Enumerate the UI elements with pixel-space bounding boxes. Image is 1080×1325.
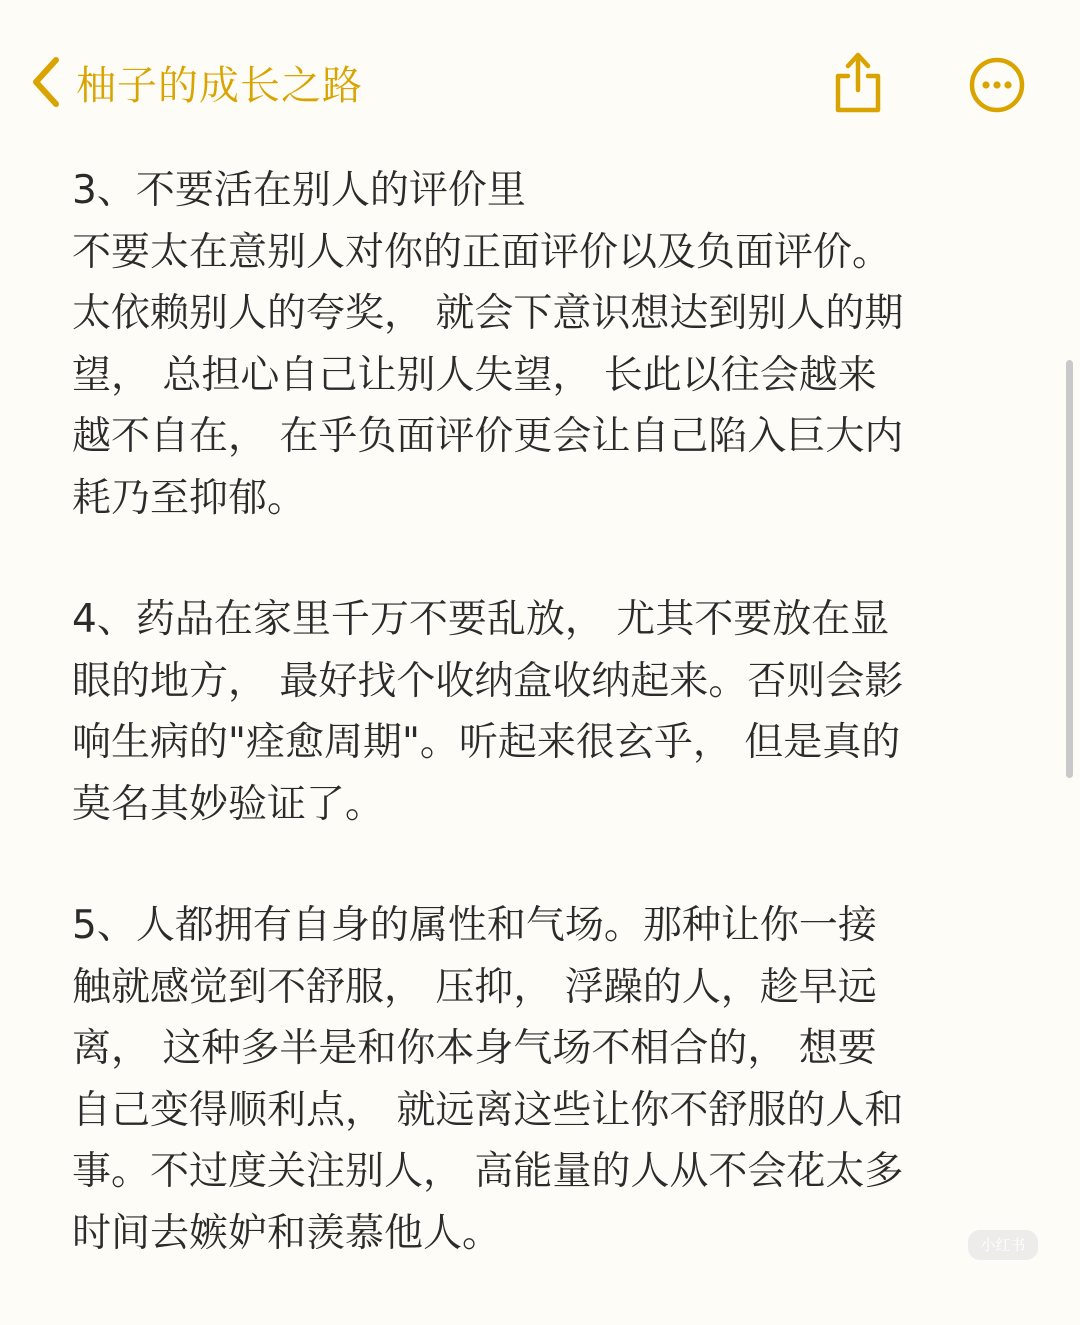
nav-title: 柚子的成长之路 bbox=[76, 62, 363, 109]
note-body[interactable] bbox=[72, 160, 1012, 1324]
note-line: 时间去嫉妒和羡慕他人。 bbox=[72, 1210, 502, 1256]
chevron-left-icon bbox=[28, 52, 62, 112]
more-button[interactable] bbox=[968, 56, 1026, 118]
note-line: 望， 总担心自己让别人失望， 长此以往会越来 bbox=[72, 352, 877, 398]
note-line: 不要太在意别人对你的正面评价以及负面评价。 bbox=[72, 229, 892, 275]
note-line: 自己变得顺利点， 就远离这些让你不舒服的人和 bbox=[72, 1087, 904, 1133]
note-line: 太依赖别人的夸奖， 就会下意识想达到别人的期 bbox=[72, 291, 904, 336]
share-icon bbox=[830, 99, 886, 118]
note-line: 5、人都拥有自身的属性和气场。那种让你一接 bbox=[72, 903, 877, 948]
note-line: 莫名其妙验证了。 bbox=[72, 781, 385, 827]
note-paragraph bbox=[72, 160, 1012, 529]
note-paragraph bbox=[72, 895, 1012, 1264]
note-line: 响生病的"痊愈周期"。听起来很玄乎， 但是真的 bbox=[72, 720, 901, 765]
watermark-logo: 小红书 bbox=[968, 1230, 1038, 1260]
share-button[interactable] bbox=[830, 50, 886, 118]
more-icon bbox=[968, 99, 1026, 118]
back-button[interactable] bbox=[28, 52, 363, 112]
note-line: 离， 这种多半是和你本身气场不相合的， 想要 bbox=[72, 1026, 877, 1071]
note-line: 事。不过度关注别人， 高能量的人从不会花太多 bbox=[72, 1149, 904, 1194]
navigation-bar bbox=[0, 0, 1080, 150]
note-line: 触就感觉到不舒服， 压抑， 浮躁的人，趁早远 bbox=[72, 964, 877, 1010]
note-paragraph bbox=[72, 589, 1012, 835]
vertical-scrollbar[interactable] bbox=[1066, 360, 1073, 778]
note-line: 3、不要活在别人的评价里 bbox=[72, 168, 526, 213]
note-line: 4、药品在家里千万不要乱放， 尤其不要放在显 bbox=[72, 597, 890, 642]
note-line: 越不自在， 在乎负面评价更会让自己陷入巨大内 bbox=[72, 414, 904, 459]
note-line: 耗乃至抑郁。 bbox=[72, 475, 307, 521]
note-line: 眼的地方， 最好找个收纳盒收纳起来。否则会影 bbox=[72, 658, 904, 704]
